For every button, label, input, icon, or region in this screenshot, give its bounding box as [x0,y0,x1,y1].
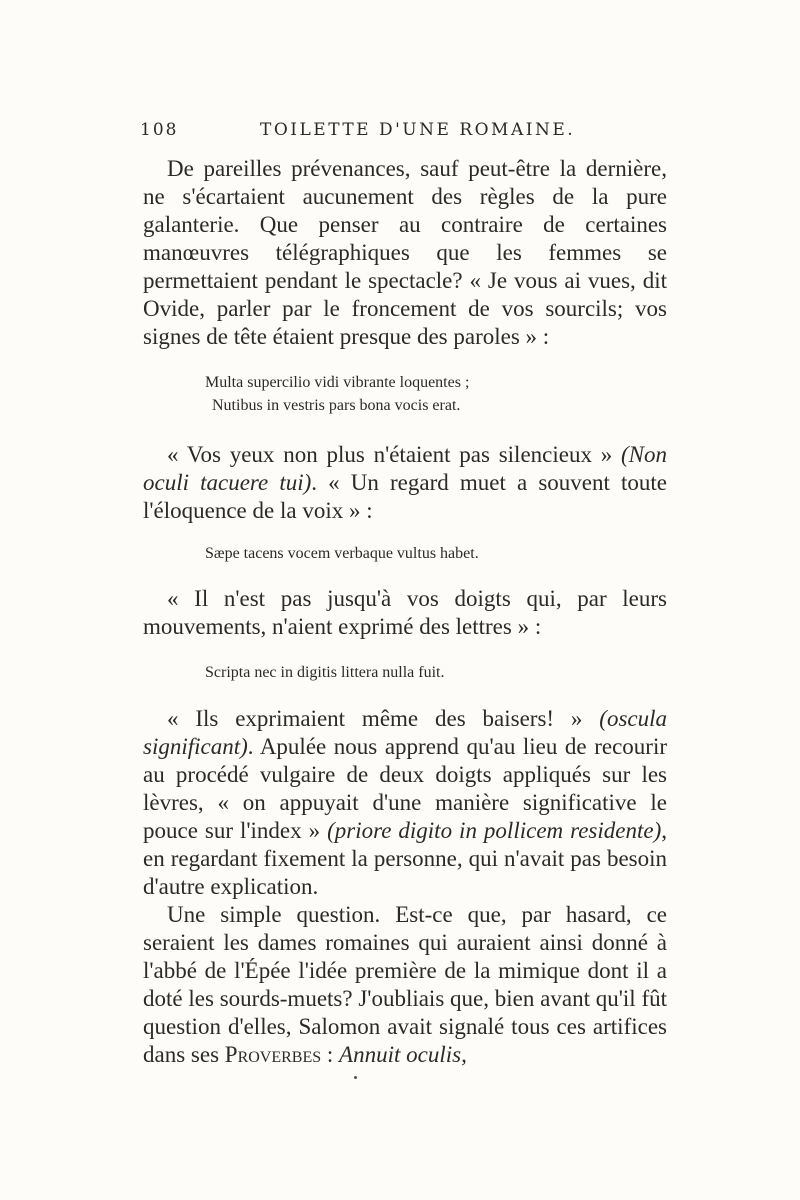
page-body [143,155,667,1069]
latin-verse-ovid [205,371,667,417]
latin-quote: (priore digito in pollicem residente) [327,818,662,843]
verse-line: Multa supercilio vidi vibrante loquentes ; [205,374,470,391]
verse-line: Scripta nec in digitis littera nulla fuit. [205,664,445,681]
paragraph-3: « Il n'est pas jusqu'à vos doigts qui, par leurs mouvements, n'aient exprimé des lettres » : [143,586,667,639]
latin-quote: (oscula significant) [143,706,667,759]
verse-line: Nutibus in vestris pars bona vocis erat. [212,397,461,414]
verse-line: Sæpe tacens vocem verbaque vultus habet. [205,545,479,562]
text-run: : [321,1042,340,1067]
latin-quote: (Non oculi tacuere tui) [143,442,667,495]
text-run: « Vos yeux non plus n'étaient pas silencieux » [167,442,621,467]
paragraph-2 [143,441,667,525]
text-run: . « Un regard muet a souvent toute l'éloquence de la voix » : [143,470,667,523]
running-title: TOILETTE D'UNE ROMAINE. [260,120,576,140]
text-run: , en regardant fixement la personne, qui n'avait pas besoin d'autre explication. [143,818,667,899]
page-number: 108 [140,120,179,140]
latin-verse-vultus [205,542,667,565]
latin-quote: Annuit oculis, [339,1042,467,1067]
ink-speck [354,1076,357,1079]
paragraph-1: De pareilles prévenances, sauf peut-être la dernière, ne s'écartaient aucunement des règles de la pure galanterie. Que penser au contraire de certaines manœuvres télégraphiques que les femmes se permettaient pendant le spectacle? « Je vous ai vues, dit Ovide, parler par le froncement de vos sourcils; vos signes de tête étaient presque des paroles » : [143,156,667,349]
text-run: « Ils exprimaient même des baisers! » [167,706,600,731]
page-header [140,120,660,144]
paragraph-4 [143,705,667,901]
text-run: . Apulée nous apprend qu'au lieu de recourir au procédé vulgaire de deux doigts appliqués sur les lèvres, « on appuyait d'une manière significative le pouce sur l'index » [143,734,667,843]
latin-verse-digitis [205,661,667,684]
text-run: Une simple question. Est-ce que, par hasard, ce seraient les dames romaines qui auraient ainsi donné à l'abbé de l'Épée l'idée première de la mimique dont il a doté les sourds-muets? J'oubliais que, bien avant qu'il fût question d'elles, Salomon avait signalé tous ces artifices dans ses [143,902,667,1067]
paragraph-5 [143,901,667,1069]
proverbes-title: Proverbes [224,1042,322,1067]
